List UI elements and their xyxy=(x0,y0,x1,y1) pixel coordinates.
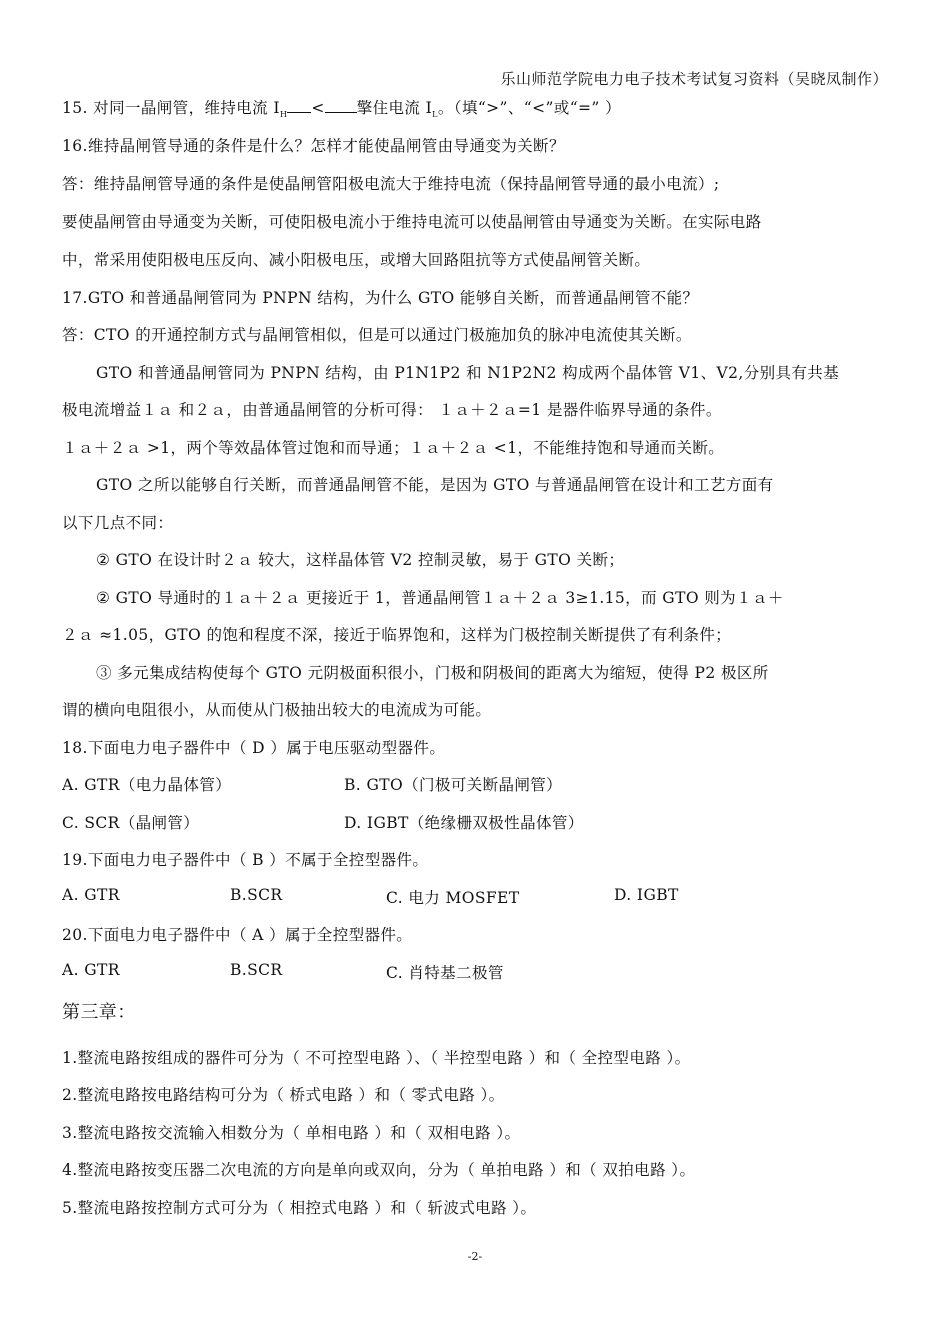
q18-question: 18.下面电力电子器件中（ D ）属于电压驱动型器件。 xyxy=(62,739,446,757)
q17-answer-line-1: 答：CTO 的开通控制方式与晶闸管相似，但是可以通过门极施加负的脉冲电流使其关断。 xyxy=(62,326,692,344)
q20-question: 20.下面电力电子器件中（ A ）属于全控型器件。 xyxy=(62,926,413,944)
ch3-question-2: 2.整流电路按电路结构可分为（ 桥式电路 ）和（ 零式电路 ）。 xyxy=(62,1086,505,1104)
q17-point-2: ② GTO 导通时的１ａ＋２ａ 更接近于 1，普通晶闸管１ａ＋２ａ 3≥1.15，而 GTO 则为１ａ＋ xyxy=(96,589,784,607)
q19-option-a: A. GTR xyxy=(62,886,120,904)
q15-prefix: 15. 对同一晶闸管，维持电流 I xyxy=(62,99,280,117)
q19-option-c: C. 电力 MOSFET xyxy=(386,889,520,907)
q17-point-1: ② GTO 在设计时２ａ 较大，这样晶体管 V2 控制灵敏，易于 GTO 关断； xyxy=(96,551,625,569)
q15-text2: 擎住电流 I xyxy=(356,99,433,117)
q17-paragraph-2: 极电流增益１ａ 和２ａ，由普通晶闸管的分析可得： １ａ＋２ａ=1 是器件临界导通的条件。 xyxy=(62,401,722,419)
q15-mid: < xyxy=(311,99,325,117)
q17-point-3-cont: 谓的横向电阻很小，从而使从门极抽出较大的电流成为可能。 xyxy=(62,701,492,719)
q18-option-b: B. GTO（门极可关断晶闸管） xyxy=(344,776,563,794)
q16-question: 16.维持晶闸管导通的条件是什么？怎样才能使晶闸管由导通变为关断？ xyxy=(62,137,565,155)
q17-paragraph-5: 以下几点不同： xyxy=(62,514,174,532)
q17-point-3: ③ 多元集成结构使每个 GTO 元阴极面积很小，门极和阴极间的距离大为缩短，使得 P2 极区所 xyxy=(96,664,769,682)
q17-point-2-cont: ２ａ ≈1.05，GTO 的饱和程度不深，接近于临界饱和，这样为门极控制关断提供了有利条件； xyxy=(62,626,732,644)
q15-line xyxy=(62,96,621,119)
q16-answer-line-3: 中，常采用使阳极电压反向、减小阳极电压，或增大回路阻抗等方式使晶闸管关断。 xyxy=(62,251,651,269)
q18-option-d: D. IGBT（绝缘栅双极性晶体管） xyxy=(344,814,584,832)
q18-option-a: A. GTR（电力晶体管） xyxy=(62,776,232,794)
q19-option-b: B.SCR xyxy=(230,886,283,904)
q15-blank-right xyxy=(325,97,357,114)
q17-paragraph-3: １ａ＋２ａ >1，两个等效晶体管过饱和而导通；１ａ＋２ａ <1，不能维持饱和导通而关断。 xyxy=(62,439,725,457)
q20-option-c: C. 肖特基二极管 xyxy=(386,964,504,982)
q17-paragraph-4: GTO 之所以能够自行关断，而普通晶闸管不能，是因为 GTO 与普通晶闸管在设计和工艺方面有 xyxy=(96,476,774,494)
q15-blank-left xyxy=(287,97,311,114)
q15-sub-l: L xyxy=(432,110,438,119)
q16-answer-line-2: 要使晶闸管由导通变为关断，可使阳极电流小于维持电流可以使晶闸管由导通变为关断。在实际电路 xyxy=(62,213,762,231)
chapter-heading: 第三章： xyxy=(62,1002,136,1023)
q17-question: 17.GTO 和普通晶闸管同为 PNPN 结构，为什么 GTO 能够自关断，而普通晶闸管不能？ xyxy=(62,289,699,307)
q19-question: 19.下面电力电子器件中（ B ）不属于全控型器件。 xyxy=(62,851,429,869)
q20-option-a: A. GTR xyxy=(62,961,120,979)
page-number: -2- xyxy=(467,1250,483,1263)
q18-option-c: C. SCR（晶闸管） xyxy=(62,814,200,832)
q16-answer-line-1: 答：维持晶闸管导通的条件是使晶闸管阳极电流大于维持电流（保持晶闸管导通的最小电流）; xyxy=(62,175,720,193)
ch3-question-5: 5.整流电路按控制方式可分为（ 相控式电路 ）和（ 斩波式电路 ）。 xyxy=(62,1199,537,1217)
q17-paragraph-1: GTO 和普通晶闸管同为 PNPN 结构，由 P1N1P2 和 N1P2N2 构成两个晶体管 V1、V2,分别具有共基 xyxy=(96,364,840,382)
ch3-question-4: 4.整流电路按变压器二次电流的方向是单向或双向，分为（ 单拍电路 ）和（ 双拍电路 ）。 xyxy=(62,1161,696,1179)
ch3-question-1: 1.整流电路按组成的器件可分为（ 不可控型电路 ）、（ 半控型电路 ）和（ 全控型电路 ）。 xyxy=(62,1049,691,1067)
q20-option-b: B.SCR xyxy=(230,961,283,979)
q19-option-d: D. IGBT xyxy=(614,886,679,904)
ch3-question-3: 3.整流电路按交流输入相数分为（ 单相电路 ）和（ 双相电路 ）。 xyxy=(62,1124,521,1142)
q15-suffix: 。（填“>”、“<”或“=” ） xyxy=(437,99,621,117)
document-header: 乐山师范学院电力电子技术考试复习资料（吴晓凤制作） xyxy=(500,70,888,88)
q15-sub-h: H xyxy=(279,110,288,119)
